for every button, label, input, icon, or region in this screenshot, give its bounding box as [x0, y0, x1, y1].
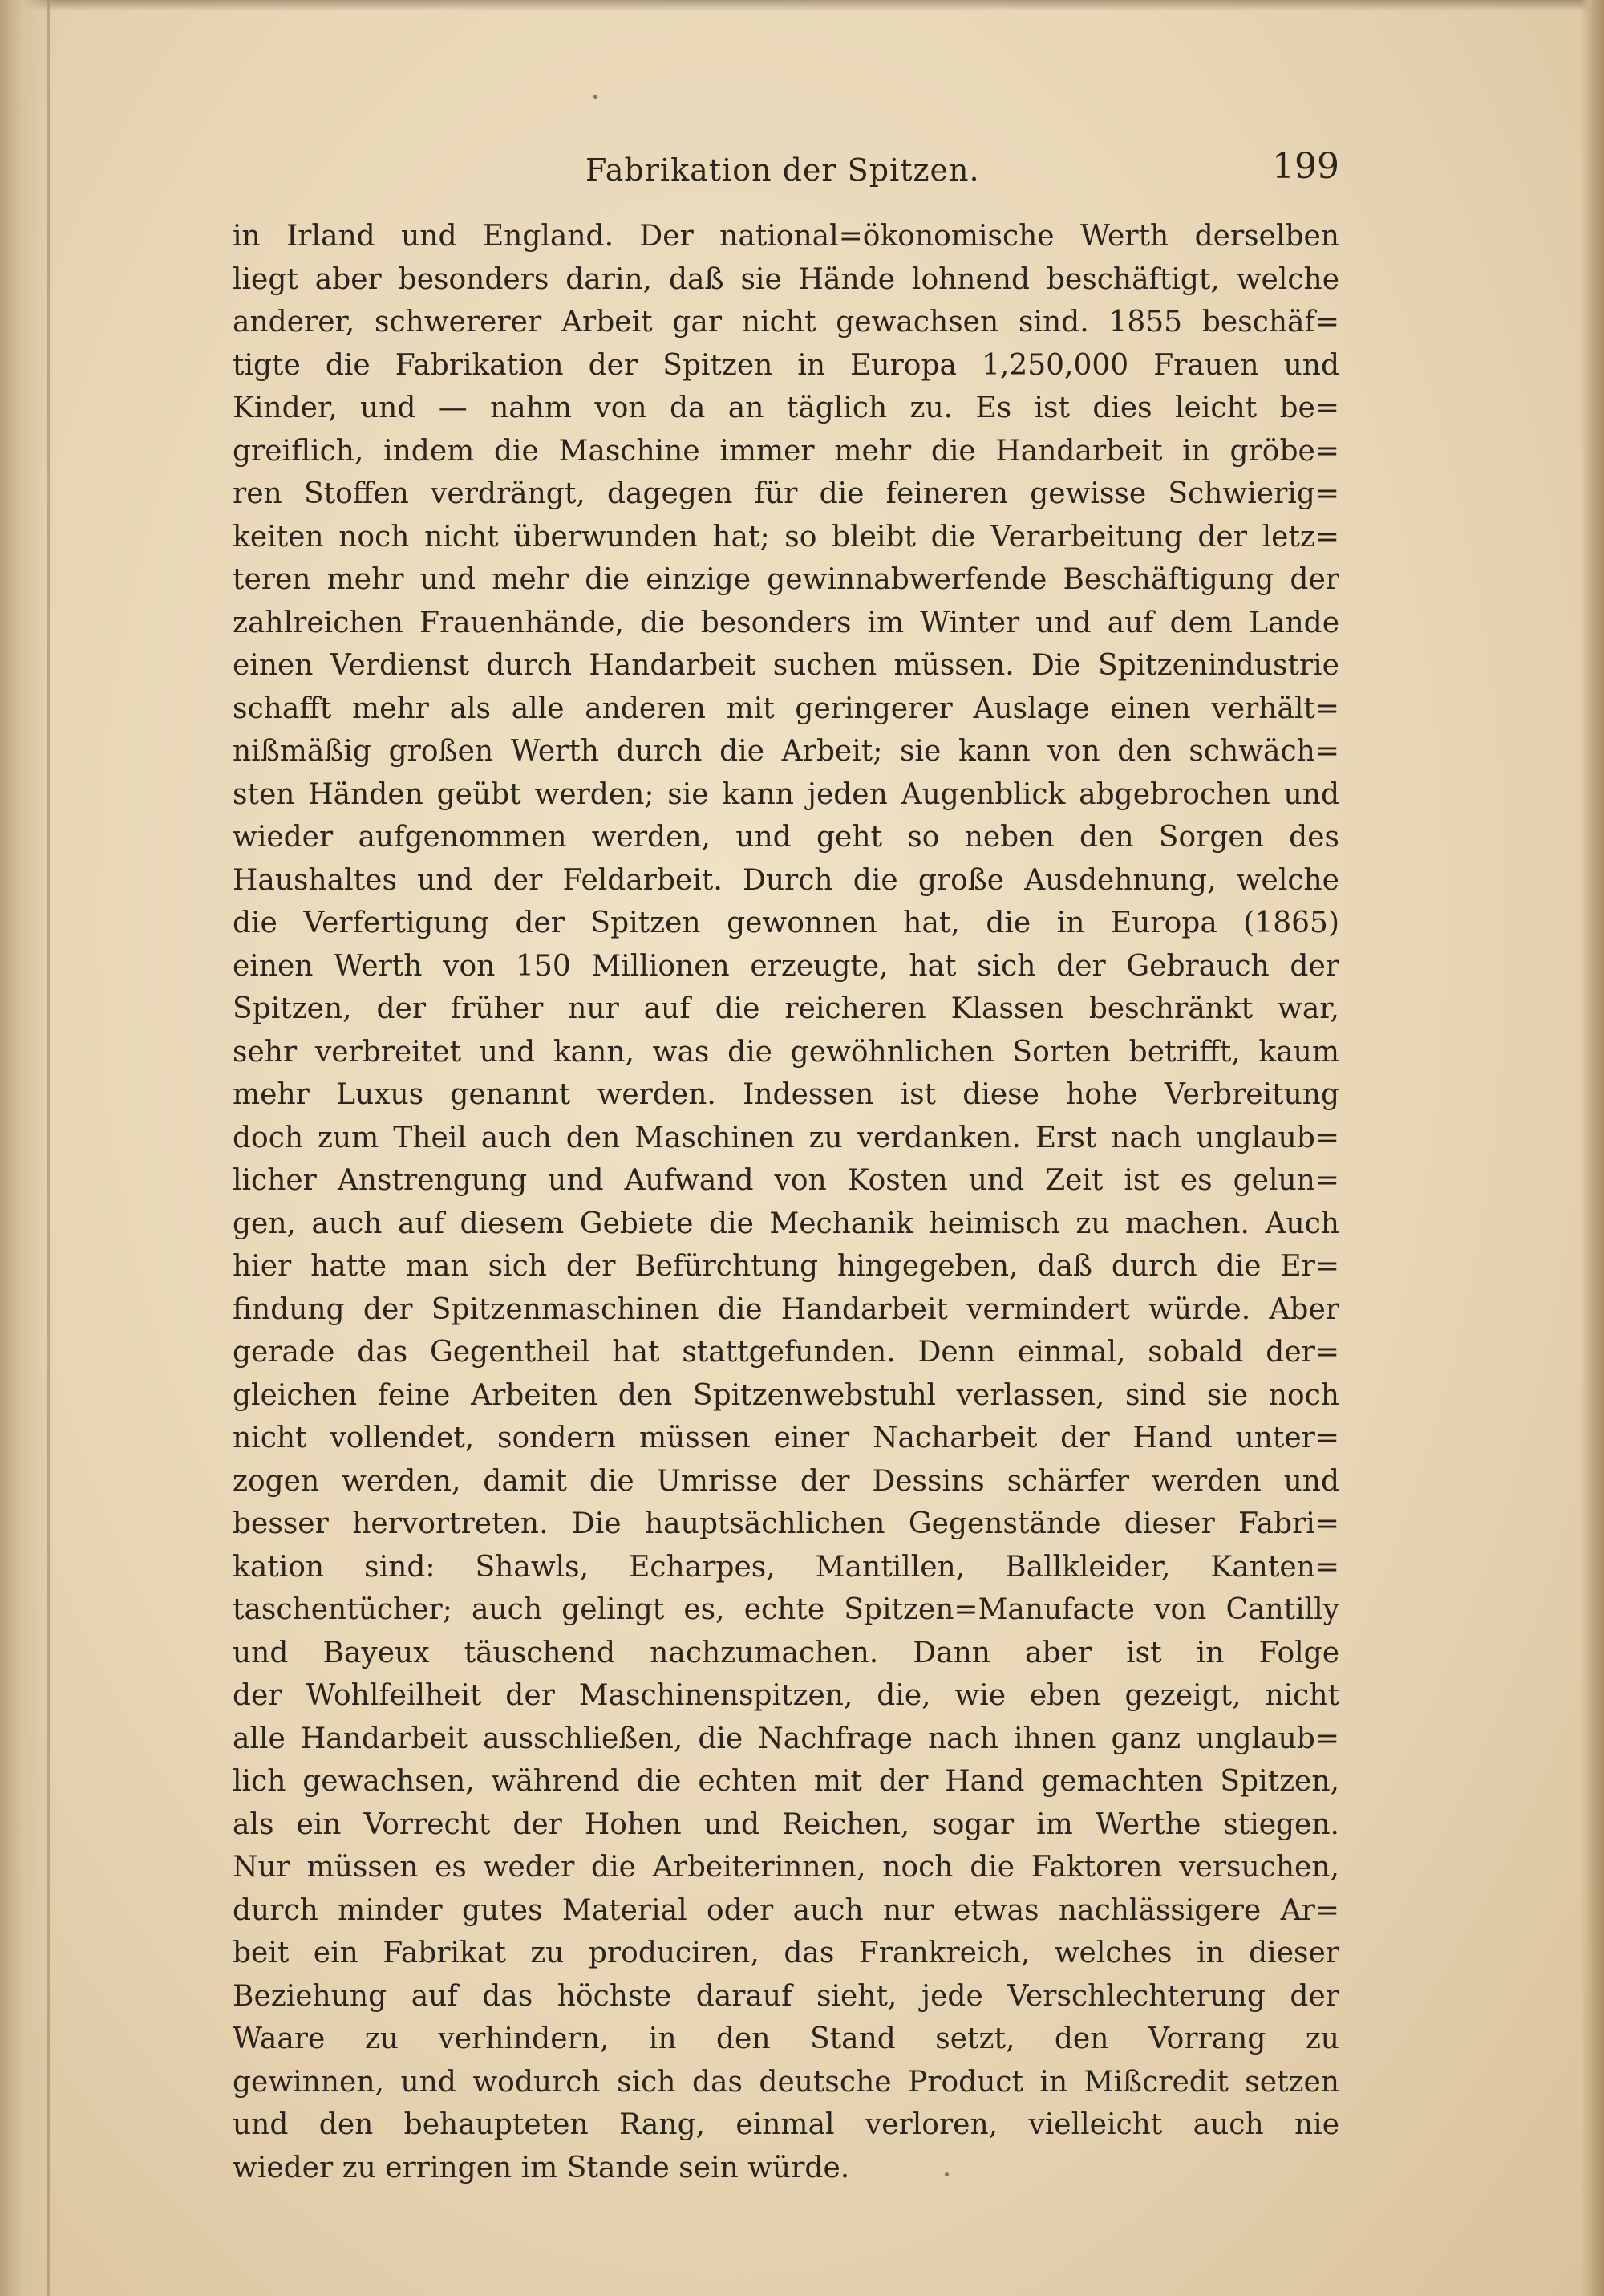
text-line: durch minder gutes Material oder auch nur etwas nachlässigere Ar=: [233, 1893, 1339, 1927]
text-line: mehr Luxus genannt werden. Indessen ist diese hohe Verbreitung: [233, 1078, 1339, 1111]
text-line: gewinnen, und wodurch sich das deutsche Product in Mißcredit setzen: [233, 2065, 1339, 2099]
text-line: Waare zu verhindern, in den Stand setzt, den Vorrang zu: [233, 2022, 1339, 2055]
text-line: sten Händen geübt werden; sie kann jeden Augenblick abgebrochen und: [233, 777, 1339, 811]
text-line: in Irland und England. Der national=ökonomische Werth derselben: [233, 220, 1339, 253]
text-line: besser hervortreten. Die hauptsächlichen Gegenstände dieser Fabri=: [233, 1507, 1339, 1540]
page-right-edge: [1580, 0, 1604, 2296]
text-line: greiflich, indem die Maschine immer mehr die Handarbeit in gröbe=: [233, 434, 1339, 468]
paper-speck: [945, 2172, 949, 2176]
text-line: die Verfertigung der Spitzen gewonnen hat, die in Europa (1865): [233, 907, 1339, 939]
text-line: Kinder, und — nahm von da an täglich zu. Es ist dies leicht be=: [233, 391, 1339, 424]
text-line: lich gewachsen, während die echten mit der Hand gemachten Spitzen,: [233, 1765, 1339, 1798]
text-line: kation sind: Shawls, Echarpes, Mantillen, Ballkleider, Kanten=: [233, 1550, 1339, 1584]
text-line: anderer, schwererer Arbeit gar nicht gewachsen sind. 1855 beschäf=: [233, 306, 1339, 339]
text-line: der Wohlfeilheit der Maschinenspitzen, die, wie eben gezeigt, nicht: [233, 1679, 1339, 1712]
text-line: taschentücher; auch gelingt es, echte Spitzen=Manufacte von Cantilly: [233, 1593, 1339, 1626]
text-line: teren mehr und mehr die einzige gewinnabwerfende Beschäftigung der: [233, 563, 1339, 596]
text-line: sehr verbreitet und kann, was die gewöhnlichen Sorten betrifft, kaum: [233, 1035, 1339, 1069]
text-line: liegt aber besonders darin, daß sie Hände lohnend beschäftigt, welche: [233, 262, 1339, 296]
text-line: zahlreichen Frauenhände, die besonders im Winter und auf dem Lande: [233, 606, 1339, 639]
text-line: gerade das Gegentheil hat stattgefunden. Denn einmal, sobald der=: [233, 1336, 1339, 1369]
text-line: und den behaupteten Rang, einmal verloren, vielleicht auch nie: [233, 2108, 1339, 2141]
running-head: [233, 144, 1339, 201]
page-number: 199: [1272, 146, 1339, 187]
text-line: tigte die Fabrikation der Spitzen in Europa 1,250,000 Frauen und: [233, 348, 1339, 382]
text-line: findung der Spitzenmaschinen die Handarbeit vermindert würde. Aber: [233, 1292, 1339, 1326]
text-line: nicht vollendet, sondern müssen einer Nacharbeit der Hand unter=: [233, 1422, 1339, 1454]
text-line: beit ein Fabrikat zu produciren, das Frankreich, welches in dieser: [233, 1937, 1339, 1969]
text-line: Beziehung auf das höchste darauf sieht, jede Verschlechterung der: [233, 1979, 1339, 2013]
text-line: hier hatte man sich der Befürchtung hingegeben, daß durch die Er=: [233, 1250, 1339, 1283]
body-text: [233, 215, 1339, 2189]
text-line: keiten noch nicht überwunden hat; so bleibt die Verarbeitung der letz=: [233, 520, 1339, 554]
text-line: wieder zu erringen im Stande sein würde.: [233, 2151, 850, 2184]
text-line: nißmäßig großen Werth durch die Arbeit; sie kann von den schwäch=: [233, 735, 1339, 768]
text-line: alle Handarbeit ausschließen, die Nachfrage nach ihnen ganz unglaub=: [233, 1722, 1339, 1755]
text-line: einen Verdienst durch Handarbeit suchen müssen. Die Spitzenindustrie: [233, 649, 1339, 682]
text-line: Spitzen, der früher nur auf die reicheren Klassen beschränkt war,: [233, 992, 1339, 1025]
text-line: Nur müssen es weder die Arbeiterinnen, noch die Faktoren versuchen,: [233, 1851, 1339, 1884]
page-top-shadow: [0, 0, 1604, 11]
text-line: als ein Vorrecht der Hohen und Reichen, sogar im Werthe stiegen.: [233, 1807, 1339, 1841]
text-line: ren Stoffen verdrängt, dagegen für die feineren gewisse Schwierig=: [233, 477, 1339, 510]
text-line: doch zum Theil auch den Maschinen zu verdanken. Erst nach unglaub=: [233, 1121, 1339, 1154]
text-line: und Bayeux täuschend nachzumachen. Dann aber ist in Folge: [233, 1636, 1339, 1669]
paper-speck: [593, 95, 597, 99]
text-line: gen, auch auf diesem Gebiete die Mechanik heimisch zu machen. Auch: [233, 1207, 1339, 1240]
binding-line: [47, 0, 50, 2296]
running-head-title: Fabrikation der Spitzen.: [585, 152, 980, 188]
text-line: zogen werden, damit die Umrisse der Dessins schärfer werden und: [233, 1464, 1339, 1498]
text-line: einen Werth von 150 Millionen erzeugte, hat sich der Gebrauch der: [233, 949, 1339, 983]
text-line: Haushaltes und der Feldarbeit. Durch die große Ausdehnung, welche: [233, 863, 1339, 897]
text-line: wieder aufgenommen werden, und geht so neben den Sorgen des: [233, 821, 1339, 854]
text-line: licher Anstrengung und Aufwand von Kosten und Zeit ist es gelun=: [233, 1164, 1339, 1197]
text-line: gleichen feine Arbeiten den Spitzenwebstuhl verlassen, sind sie noch: [233, 1378, 1339, 1412]
text-line: schafft mehr als alle anderen mit geringerer Auslage einen verhält=: [233, 692, 1339, 725]
